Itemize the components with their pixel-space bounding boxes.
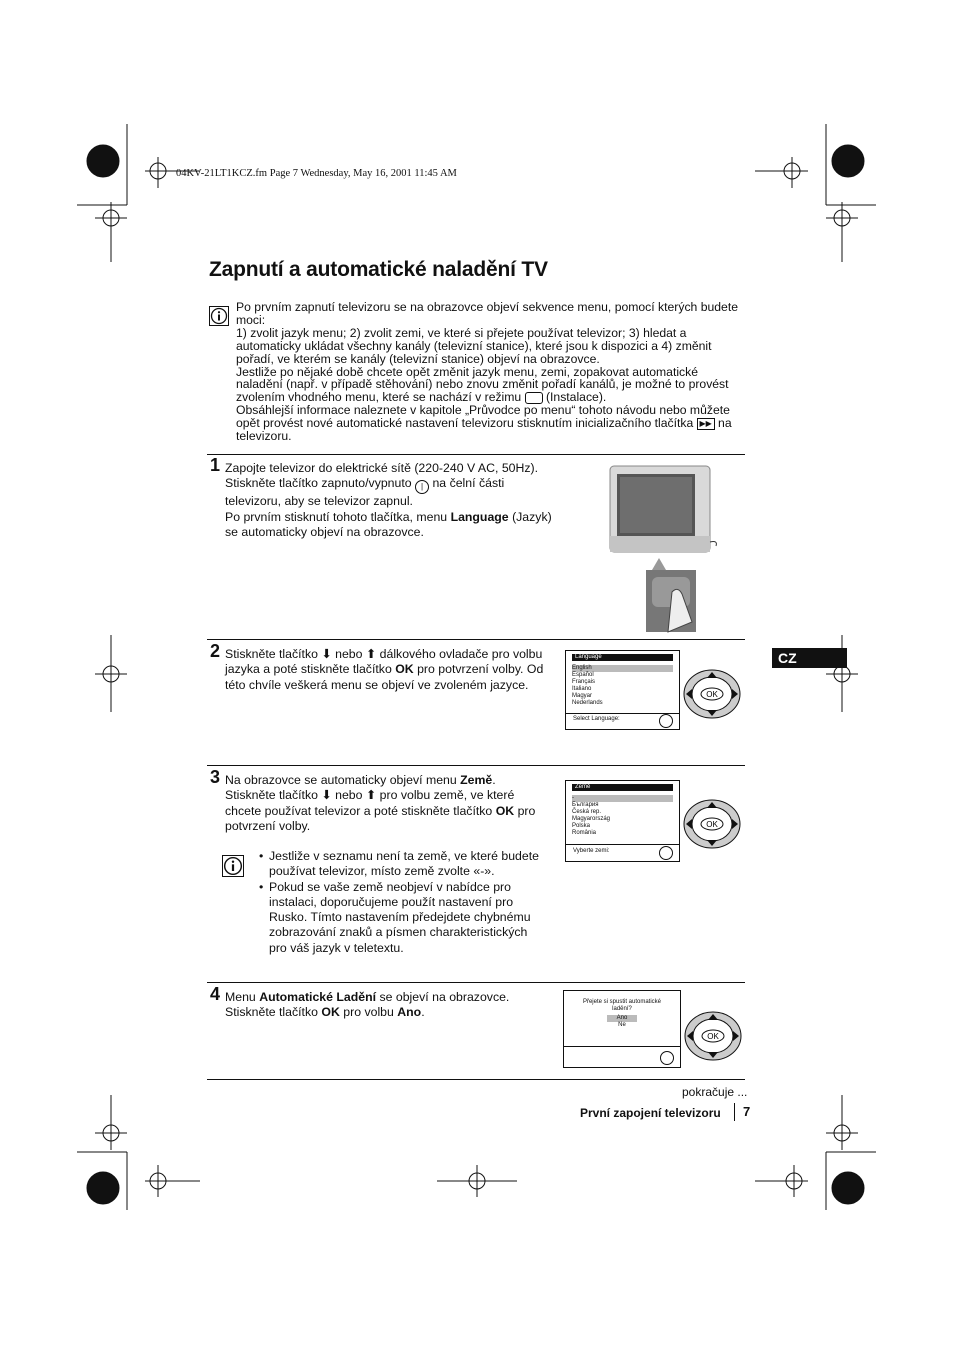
menu-header: Language bbox=[572, 654, 673, 661]
info-icon bbox=[209, 306, 229, 326]
menu-item: България bbox=[572, 802, 599, 808]
intro-paragraph: Po prvním zapnutí televizoru se na obrazovce objeví sekvence menu, pomocí kterých budete moci: bbox=[236, 300, 738, 327]
step-3-notes bbox=[257, 849, 547, 956]
country-menu-screen bbox=[565, 780, 680, 862]
menu-item: Česká rep. bbox=[572, 809, 602, 815]
menu-list bbox=[566, 795, 679, 837]
ok-badge-icon bbox=[659, 846, 673, 860]
ok-badge-icon bbox=[660, 1051, 674, 1065]
intro-paragraph: Obsáhlejší informace naleznete v kapitole „Průvodce po menu“ tohoto návodu nebo můžete opět provést nové automatické nastavení televizoru stisknutím inicializačního tlačítka ▶▶ na televizoru. bbox=[236, 403, 732, 444]
menu-item: English bbox=[572, 665, 673, 672]
section-divider bbox=[207, 982, 745, 983]
language-menu-screen bbox=[565, 650, 680, 730]
arrow-down-icon: ⬇ bbox=[321, 788, 332, 803]
tv-illustration bbox=[606, 462, 726, 634]
continued-label: pokračuje ... bbox=[682, 1085, 748, 1099]
step-number: 3 bbox=[210, 767, 221, 787]
svg-text:OK: OK bbox=[706, 820, 718, 829]
arrow-up-icon: ⬆ bbox=[365, 788, 377, 803]
footer-separator bbox=[734, 1103, 735, 1121]
menu-item: Magyar bbox=[572, 693, 593, 699]
power-icon: | bbox=[415, 480, 429, 494]
intro-paragraph: 1) zvolit jazyk menu; 2) zvolit zemi, ve které si přejete používat televizor; 3) hledat a automaticky ukládat všechny kanály (televizní stanice), které jsou k dispozici a 4) změnit pořadí, ve kterém se kanály (televizní stanice) objeví na obrazovce. bbox=[236, 325, 712, 366]
menu-item: Magyarország bbox=[572, 816, 611, 822]
arrow-down-icon: ⬇ bbox=[321, 647, 332, 661]
section-divider bbox=[207, 765, 745, 766]
page-number: 7 bbox=[743, 1104, 751, 1119]
menu-item: România bbox=[572, 830, 597, 836]
step-2-text: Stiskněte tlačítko ⬇ nebo ⬆ dálkového ovladače pro volbu jazyka a poté stiskněte tlačítko OK pro potvrzení volby. Od této chvíle veškerá menu se objeví ve zvoleném jazyce. bbox=[225, 647, 544, 692]
step-4-text: Menu Automatické Ladění se objeví na obrazovce. Stiskněte tlačítko OK pro volbu Ano. bbox=[225, 990, 510, 1020]
menu-item: Italiano bbox=[572, 686, 592, 692]
menu-item: Français bbox=[572, 679, 596, 685]
remote-dpad-icon bbox=[683, 1010, 743, 1062]
menu-item: Polska bbox=[572, 823, 591, 829]
autotune-question: Přejete si spustit automatické ladění? bbox=[582, 999, 662, 1012]
svg-text:OK: OK bbox=[707, 1032, 719, 1041]
init-button-icon: ▶▶ bbox=[697, 418, 715, 430]
note-item: • Pokud se vaše země neobjeví v nabídce pro instalaci, doporučujeme použít nastavení pro Rusko. Tímto nastavením předejdete chybnému zobrazování znaků a písmen charakteristických pro váš jazyk v teletextu. bbox=[269, 880, 547, 956]
step-3-text: Na obrazovce se automaticky objeví menu Země. Stiskněte tlačítko ⬇ nebo ⬆ pro volbu země, ve které chcete používat televizor a poté stiskněte tlačítko OK pro potvrzení volby. bbox=[225, 773, 536, 833]
note-item: • Jestliže v seznamu není ta země, ve které budete používat televizor, místo země zvolte «-». bbox=[269, 849, 547, 880]
menu-item: Nederlands bbox=[572, 700, 603, 706]
menu-header: Země bbox=[572, 784, 673, 791]
language-tab: CZ bbox=[772, 648, 847, 668]
file-header: 04KV-21LT1KCZ.fm Page 7 Wednesday, May 16, 2001 11:45 AM bbox=[176, 168, 457, 179]
menu-footer: Select Language: bbox=[573, 716, 620, 722]
remote-dpad-icon bbox=[682, 798, 742, 850]
autotune-no: Ne bbox=[618, 1022, 626, 1028]
info-icon bbox=[222, 855, 244, 877]
step-number: 1 bbox=[210, 455, 221, 475]
autotune-yes: Ano bbox=[607, 1015, 637, 1022]
intro-text bbox=[236, 301, 748, 443]
menu-footer: Vyberte zemi: bbox=[573, 848, 610, 854]
menu-item: Español bbox=[572, 672, 594, 678]
section-divider bbox=[207, 1079, 745, 1080]
step-number: 4 bbox=[210, 984, 221, 1004]
menu-item: - bbox=[572, 795, 673, 802]
step-number: 2 bbox=[210, 641, 221, 661]
section-divider bbox=[207, 454, 745, 455]
step-1-text: Zapojte televizor do elektrické sítě (220-240 V AC, 50Hz). Stiskněte tlačítko zapnuto/vypnuto | na čelní části televizoru, aby se televizor zapnul. Po prvním stisknutí tohoto tlačítka, menu Language (Jazyk) se automaticky objeví na obrazovce. bbox=[225, 461, 552, 539]
remote-dpad-icon bbox=[682, 668, 742, 720]
footer-section-title: První zapojení televizoru bbox=[580, 1106, 721, 1120]
arrow-up-icon: ⬆ bbox=[365, 647, 377, 661]
ok-badge-icon bbox=[659, 714, 673, 728]
section-divider bbox=[207, 639, 745, 640]
autotune-screen bbox=[563, 990, 681, 1068]
svg-text:OK: OK bbox=[706, 690, 718, 699]
intro-paragraph: Jestliže po nějaké době chcete opět změnit jazyk menu, zemi, zopakovat automatické naladění (např. v případě stěhování) nebo znovu změnit pořadí kanálů, je možné to provést zvolením vhodného menu, které se nachází v režimu (Instalace). bbox=[236, 364, 729, 405]
page-title: Zapnutí a automatické naladění TV bbox=[209, 258, 548, 281]
menu-list bbox=[566, 665, 679, 707]
